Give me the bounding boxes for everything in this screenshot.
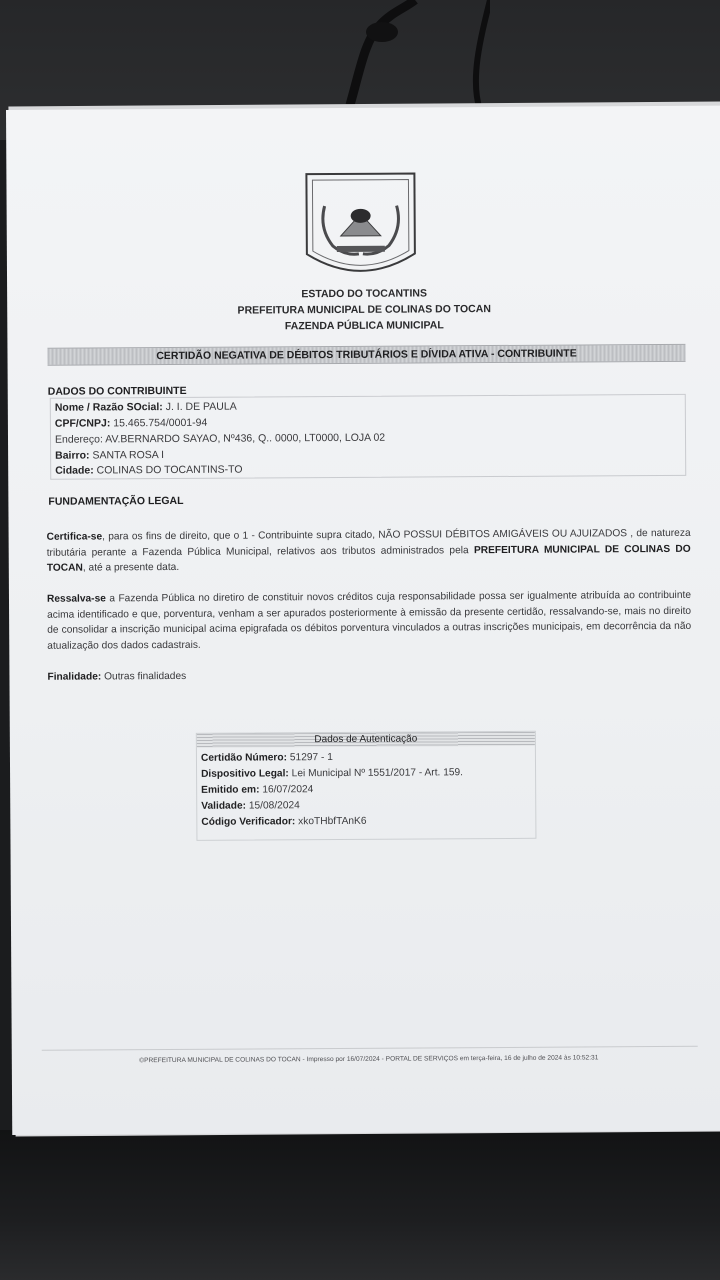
authentication-box [196, 731, 537, 841]
paragraph-ressalva [47, 588, 691, 654]
validade-row [201, 800, 300, 812]
cpf-row [55, 417, 207, 430]
footer-text: ©PREFEITURA MUNICIPAL DE COLINAS DO TOCAN - Impresso por 16/07/2024 - PORTAL DE SERVIÇOS em terça-feira, 16 de julho de 2024 às 10:52:31 [139, 1054, 599, 1065]
dispositivo-row [201, 767, 463, 780]
cable [330, 0, 490, 110]
emitido-row [201, 784, 313, 796]
validade-value: 15/08/2024 [248, 800, 300, 812]
section-title-fundamentacao: FUNDAMENTAÇÃO LEGAL [48, 494, 184, 508]
certidao-numero-row [201, 752, 333, 764]
municipal-crest-icon [302, 165, 419, 284]
emitido-value: 16/07/2024 [262, 784, 314, 796]
document-title: CERTIDÃO NEGATIVA DE DÉBITOS TRIBUTÁRIOS E DÍVIDA ATIVA - CONTRIBUINTE [47, 344, 685, 366]
validade-label: Validade: [201, 800, 247, 812]
finalidade-label: Finalidade: [47, 671, 102, 683]
certifica-text: , para os fins de direito, que o 1 - Contribuinte supra citado, NÃO POSSUI DÉBITOS AMIGÁVEIS OU AJUIZADOS , de natureza tributária perante a Fazenda Pública Municipal, relativos aos tributos administrados pela [46, 527, 691, 559]
dispositivo-label: Dispositivo Legal: [201, 768, 289, 780]
authentication-title: Dados de Autenticação [197, 732, 535, 748]
certifica-entity: PREFEITURA MUNICIPAL DE COLINAS DO TOCAN [46, 543, 691, 574]
header-state: ESTADO DO TOCANTINS [301, 287, 427, 301]
header-prefeitura: PREFEITURA MUNICIPAL DE COLINAS DO TOCAN [237, 303, 491, 317]
paragraph-certifica [47, 526, 691, 576]
dispositivo-value: Lei Municipal Nº 1551/2017 - Art. 159. [291, 767, 464, 780]
footer-divider [42, 1046, 698, 1051]
endereco-value: AV.BERNARDO SAYAO, Nº436, Q.. 0000, LT0000, LOJA 02 [105, 431, 386, 446]
certificate-document [6, 106, 720, 1135]
nome-row [55, 401, 237, 414]
header-fazenda: FAZENDA PÚBLICA MUNICIPAL [284, 319, 444, 333]
certifica-lead: Certifica-se [46, 531, 103, 543]
finalidade-row [47, 666, 691, 685]
nome-value: J. I. DE PAULA [165, 400, 237, 414]
ressalva-lead: Ressalva-se [46, 593, 106, 605]
contribuinte-box [50, 394, 686, 480]
cidade-row [55, 464, 242, 477]
bairro-label: Bairro: [55, 449, 90, 462]
certifica-end: , até a presente data. [82, 561, 180, 574]
nome-label: Nome / Razão SOcial: [54, 401, 163, 414]
section-title-contribuinte: DADOS DO CONTRIBUINTE [47, 384, 187, 398]
cpf-label: CPF/CNPJ: [54, 417, 111, 430]
bairro-row [55, 449, 164, 462]
codigo-row [201, 816, 366, 828]
ressalva-text: a Fazenda Pública no diretiro de constituir novos créditos cuja responsabilidade possa ser igualmente atribuída ao contribuinte acima identificado e que, porventura, venham a ser apurados posteriormente à emissão da presente certidão, ressalvando-se, mais no direito de consolidar a inscrição municipal acima epigrafada os débitos porventura vinculados a outras inscrições municipais, em decorrência da não atualização dos dados cadastrais. [47, 589, 692, 652]
codigo-label: Código Verificador: [201, 816, 296, 828]
codigo-value: xkoTHbfTAnK6 [298, 815, 367, 828]
endereco-row [55, 432, 385, 446]
cidade-label: Cidade: [55, 464, 94, 477]
endereco-label: Endereço: [54, 433, 103, 446]
cidade-value: COLINAS DO TOCANTINS-TO [96, 463, 243, 477]
cpf-value: 15.465.754/0001-94 [113, 416, 208, 430]
finalidade-value: Outras finalidades [104, 670, 187, 683]
numero-value: 51297 - 1 [289, 752, 333, 764]
bairro-value: SANTA ROSA I [92, 449, 165, 462]
emitido-label: Emitido em: [201, 784, 260, 796]
lap-background [0, 1130, 720, 1280]
numero-label: Certidão Número: [200, 752, 288, 764]
